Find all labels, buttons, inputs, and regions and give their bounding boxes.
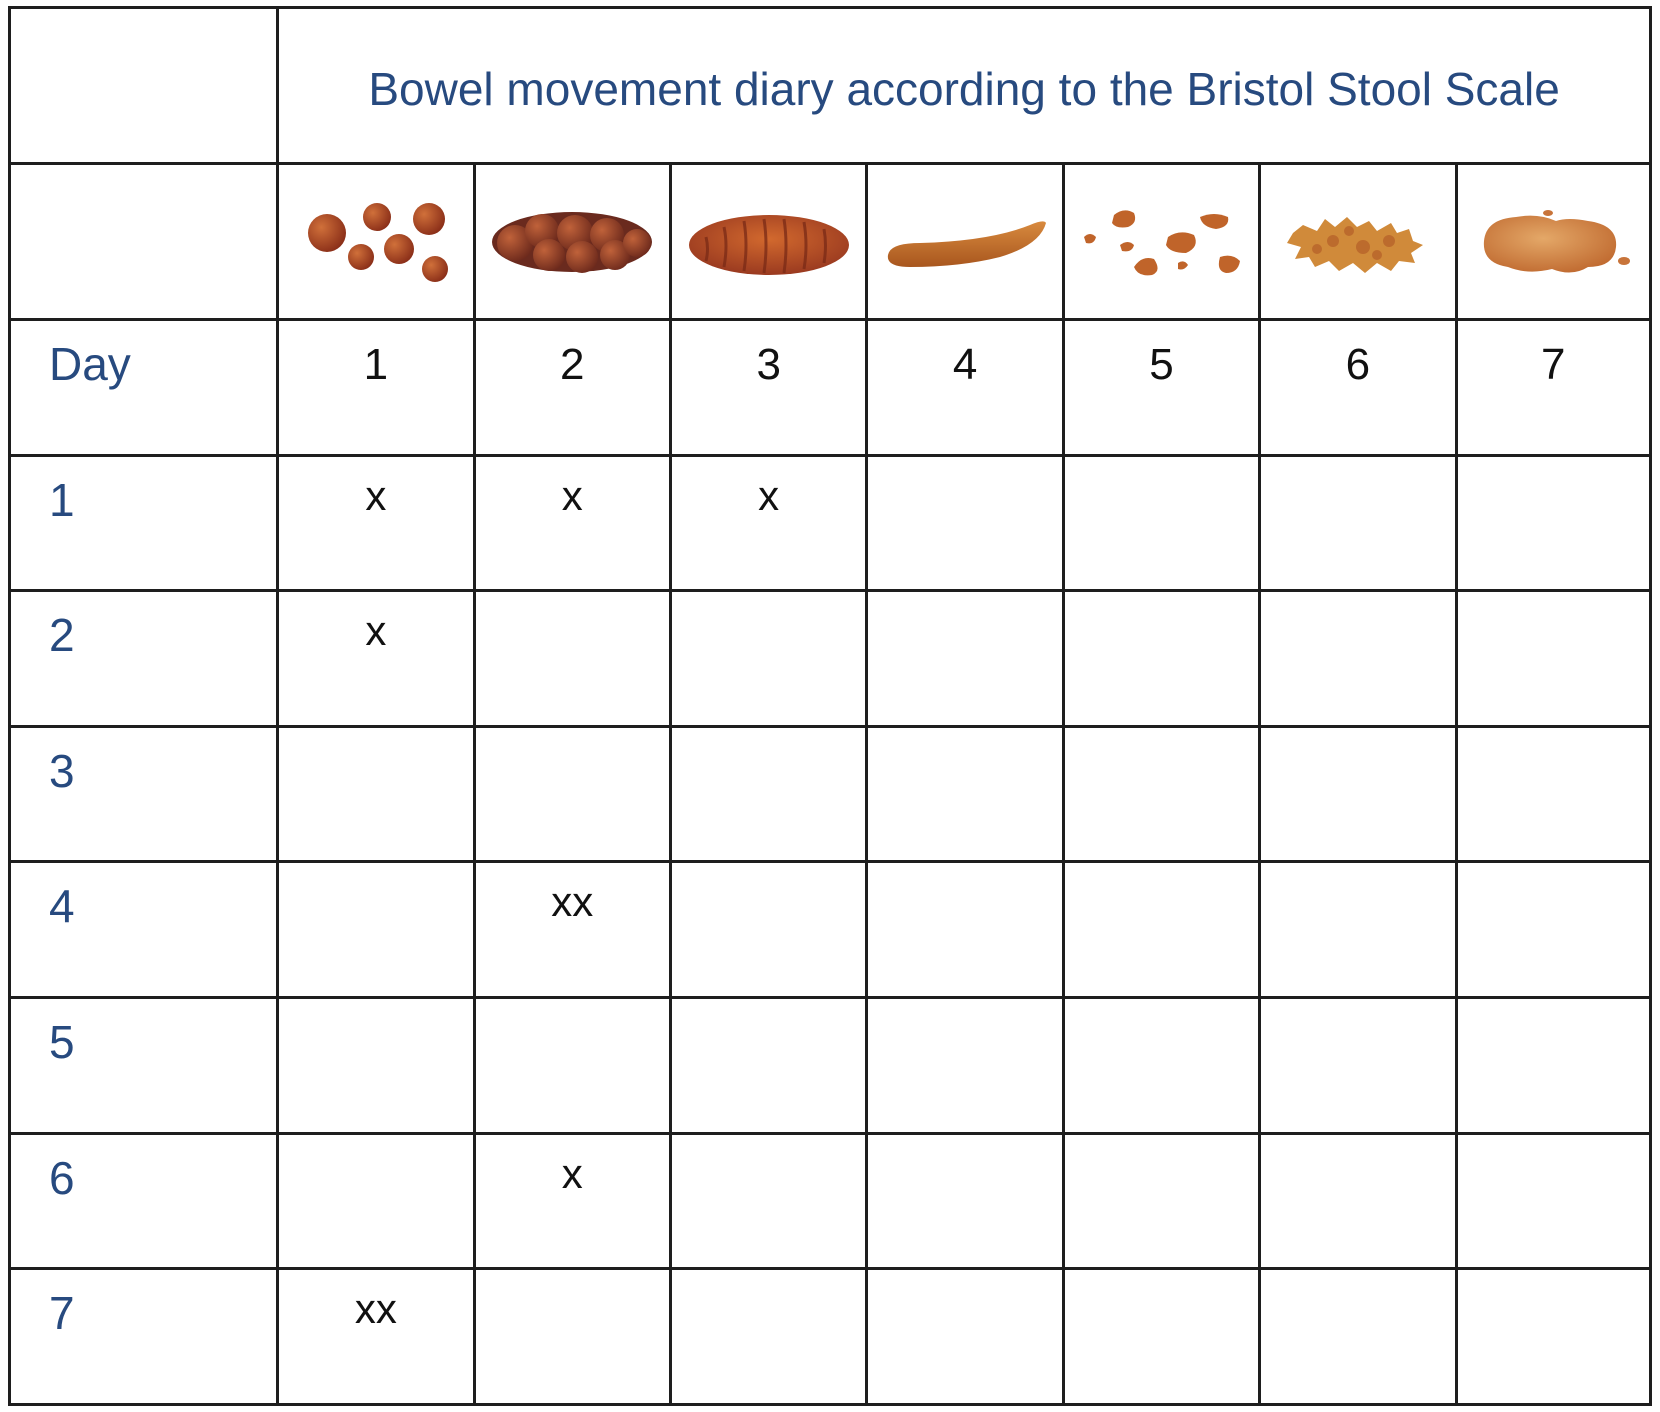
entry-cell[interactable]: [1456, 726, 1650, 862]
day-number: 1: [49, 473, 75, 526]
entry-mark: [1261, 999, 1454, 1017]
entry-mark: [1261, 863, 1454, 881]
entry-mark: [1065, 1135, 1258, 1153]
stool-type-4-image-cell: [867, 164, 1063, 320]
entry-mark: x: [758, 471, 780, 519]
entry-cell[interactable]: [278, 998, 474, 1134]
entry-mark: x: [561, 1149, 583, 1197]
entry-mark: [1065, 863, 1258, 881]
entry-cell[interactable]: [1260, 591, 1456, 727]
type-number-cell: [867, 320, 1063, 456]
entry-mark: [279, 863, 472, 881]
day-label-cell: [10, 726, 278, 862]
day-number: 3: [49, 744, 75, 797]
entry-cell[interactable]: [1456, 455, 1650, 591]
entry-mark: [1065, 1270, 1258, 1288]
entry-mark: [279, 999, 472, 1017]
entry-mark: [1458, 592, 1649, 610]
entry-cell[interactable]: [867, 726, 1063, 862]
entry-mark: [1065, 457, 1258, 475]
type-number: 4: [952, 340, 978, 389]
entry-mark: [1065, 592, 1258, 610]
type-number: 2: [560, 340, 585, 389]
entry-cell[interactable]: [474, 1133, 670, 1269]
day-label-cell: [10, 1133, 278, 1269]
entry-mark: [868, 999, 1061, 1017]
entry-cell[interactable]: [1260, 455, 1456, 591]
entry-cell[interactable]: [670, 998, 866, 1134]
type-1-separate-hard-lumps-icon: [301, 197, 451, 287]
entry-mark: [868, 1135, 1061, 1153]
entry-mark: x: [561, 471, 583, 519]
stool-type-6-image-cell: [1260, 164, 1456, 320]
entry-cell[interactable]: [1260, 862, 1456, 998]
entry-mark: [1458, 1135, 1649, 1153]
corner-cell: [10, 8, 278, 164]
day-label-cell: [10, 862, 278, 998]
entry-mark: [1458, 457, 1649, 475]
entry-mark: [1065, 728, 1258, 746]
entry-mark: [279, 728, 472, 746]
type-6-fluffy-pieces-icon: [1273, 197, 1443, 287]
entry-cell[interactable]: [1260, 1133, 1456, 1269]
entry-cell[interactable]: [1456, 998, 1650, 1134]
entry-cell[interactable]: [867, 1133, 1063, 1269]
entry-mark: [1261, 457, 1454, 475]
entry-mark: [476, 592, 669, 610]
stool-type-3-image-cell: [670, 164, 866, 320]
stool-images-row: [10, 164, 1651, 320]
entry-mark: [476, 728, 669, 746]
stool-type-7-image-cell: [1456, 164, 1650, 320]
entry-mark: xx: [551, 878, 594, 926]
type-number-cell: [670, 320, 866, 456]
entry-mark: [1458, 999, 1649, 1017]
type-4-smooth-sausage-icon: [880, 197, 1050, 287]
entry-mark: [1458, 863, 1649, 881]
entry-cell[interactable]: [278, 1133, 474, 1269]
entry-cell[interactable]: [1063, 1133, 1259, 1269]
day-row: [10, 591, 1651, 727]
entry-mark: xx: [354, 1285, 397, 1333]
entry-mark: [672, 1270, 865, 1288]
type-number: 6: [1345, 340, 1371, 389]
diary-title: Bowel movement diary according to the Bristol Stool Scale: [368, 62, 1560, 115]
day-label-cell: [10, 591, 278, 727]
entry-cell[interactable]: [867, 998, 1063, 1134]
entry-cell[interactable]: [1063, 1269, 1259, 1405]
entry-mark: [1261, 592, 1454, 610]
entry-cell[interactable]: [867, 1269, 1063, 1405]
type-number: 5: [1149, 340, 1174, 389]
bowel-movement-diary: [8, 6, 1652, 1406]
entry-cell[interactable]: [1063, 862, 1259, 998]
day-row: [10, 726, 1651, 862]
entry-mark: [672, 863, 865, 881]
entry-cell[interactable]: [278, 862, 474, 998]
title-row: [10, 8, 1651, 164]
day-number: 4: [49, 880, 75, 933]
entry-cell[interactable]: [670, 455, 866, 591]
type-3-cracked-sausage-icon: [684, 197, 854, 287]
entry-mark: [672, 1135, 865, 1153]
entry-cell[interactable]: [670, 1269, 866, 1405]
entry-mark: [1261, 1135, 1454, 1153]
entry-cell[interactable]: [1063, 591, 1259, 727]
type-number: 7: [1541, 340, 1566, 389]
entry-cell[interactable]: [867, 591, 1063, 727]
day-row: [10, 1269, 1651, 1405]
entry-cell[interactable]: [1063, 726, 1259, 862]
type-2-lumpy-sausage-icon: [487, 197, 657, 287]
entry-mark: [868, 592, 1061, 610]
entry-cell[interactable]: [670, 1133, 866, 1269]
entry-mark: [868, 457, 1061, 475]
day-label-cell: [10, 998, 278, 1134]
entry-cell[interactable]: [278, 1269, 474, 1405]
day-row: [10, 455, 1651, 591]
day-number: 7: [49, 1287, 75, 1340]
entry-mark: [868, 1270, 1061, 1288]
entry-cell[interactable]: [1260, 998, 1456, 1134]
type-number-cell: [474, 320, 670, 456]
day-number: 5: [49, 1016, 75, 1069]
entry-cell[interactable]: [867, 455, 1063, 591]
entry-cell[interactable]: [1063, 998, 1259, 1134]
entry-cell[interactable]: [1063, 455, 1259, 591]
title-cell: [278, 8, 1651, 164]
entry-mark: [476, 1270, 669, 1288]
day-number: 6: [49, 1151, 75, 1204]
entry-mark: [672, 728, 865, 746]
entry-mark: [868, 863, 1061, 881]
entry-mark: x: [365, 471, 387, 519]
entry-cell[interactable]: [1456, 862, 1650, 998]
day-number: 2: [49, 609, 75, 662]
type-number-row: [10, 320, 1651, 456]
entry-cell[interactable]: [1260, 1269, 1456, 1405]
day-label-cell: [10, 455, 278, 591]
entry-cell[interactable]: [474, 726, 670, 862]
type-number-cell: [1260, 320, 1456, 456]
entry-mark: [1458, 1270, 1649, 1288]
entry-cell[interactable]: [474, 998, 670, 1134]
entry-cell[interactable]: [1456, 1269, 1650, 1405]
entry-mark: [1261, 1270, 1454, 1288]
type-5-soft-blobs-icon: [1076, 197, 1246, 287]
entry-mark: [476, 999, 669, 1017]
type-number: 1: [363, 340, 389, 389]
stool-type-5-image-cell: [1063, 164, 1259, 320]
entry-mark: [279, 1135, 472, 1153]
day-header-cell: [10, 320, 278, 456]
type-7-watery-icon: [1468, 197, 1638, 287]
entry-cell[interactable]: [474, 455, 670, 591]
diary-table: [8, 6, 1652, 1406]
day-header-label: Day: [49, 338, 131, 390]
day-label-cell: [10, 1269, 278, 1405]
entry-mark: [1458, 728, 1649, 746]
entry-cell[interactable]: [1456, 1133, 1650, 1269]
type-number-cell: [278, 320, 474, 456]
stool-type-1-image-cell: [278, 164, 474, 320]
entry-cell[interactable]: [1456, 591, 1650, 727]
day-row: [10, 998, 1651, 1134]
entry-mark: x: [365, 607, 387, 655]
type-number-cell: [1456, 320, 1650, 456]
entry-cell[interactable]: [474, 862, 670, 998]
entry-mark: [672, 999, 865, 1017]
stool-type-2-image-cell: [474, 164, 670, 320]
entry-cell[interactable]: [278, 591, 474, 727]
entry-cell[interactable]: [670, 591, 866, 727]
entry-mark: [868, 728, 1061, 746]
type-number: 3: [756, 340, 781, 389]
entry-mark: [672, 592, 865, 610]
entry-mark: [1261, 728, 1454, 746]
entry-cell[interactable]: [670, 726, 866, 862]
entry-mark: [1065, 999, 1258, 1017]
entry-cell[interactable]: [867, 862, 1063, 998]
entry-cell[interactable]: [278, 726, 474, 862]
day-row: [10, 862, 1651, 998]
image-row-label-cell: [10, 164, 278, 320]
entry-cell[interactable]: [474, 591, 670, 727]
entry-cell[interactable]: [278, 455, 474, 591]
entry-cell[interactable]: [670, 862, 866, 998]
entry-cell[interactable]: [1260, 726, 1456, 862]
type-number-cell: [1063, 320, 1259, 456]
entry-cell[interactable]: [474, 1269, 670, 1405]
day-row: [10, 1133, 1651, 1269]
